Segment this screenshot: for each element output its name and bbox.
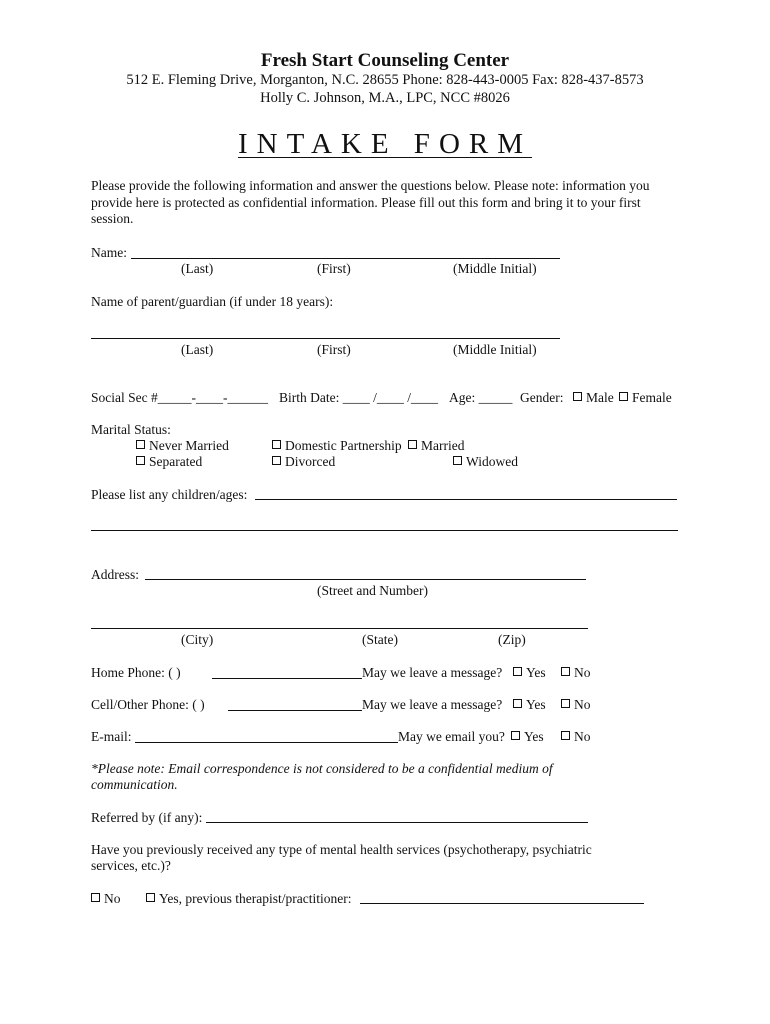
male-label: Male [586, 390, 614, 405]
guardian-last-caption: (Last) [181, 342, 214, 357]
divorced-checkbox[interactable] [272, 456, 281, 465]
gender-male-option[interactable] [573, 390, 614, 406]
cell-no-checkbox[interactable] [561, 699, 570, 708]
guardian-middle-caption: (Middle Initial) [453, 342, 537, 357]
services-no-checkbox[interactable] [91, 893, 100, 902]
marital-label: Marital Status: [91, 422, 171, 437]
cell-yes-label: Yes [526, 697, 546, 712]
name-last-caption: (Last) [181, 261, 214, 276]
state-caption: (State) [362, 632, 398, 647]
never-married-label: Never Married [149, 438, 229, 453]
services-question: Have you previously received any type of mental health services (psychotherapy, psychiatric services, etc.)? [91, 842, 592, 873]
domestic-label: Domestic Partnership [285, 438, 402, 453]
home-no-label: No [574, 665, 591, 680]
domestic-checkbox[interactable] [272, 440, 281, 449]
ssn-field[interactable]: Social Sec #_____-____-______ [91, 390, 268, 405]
cell-message-no[interactable] [561, 697, 591, 713]
org-name: Fresh Start Counseling Center [260, 50, 510, 71]
male-checkbox[interactable] [573, 392, 582, 401]
referred-label: Referred by (if any): [91, 810, 203, 825]
clinician-line: Holly C. Johnson, M.A., LPC, NCC #8026 [260, 90, 510, 106]
widowed-checkbox[interactable] [453, 456, 462, 465]
name-input-line[interactable] [131, 258, 560, 259]
children-input-line-2[interactable] [91, 530, 678, 531]
guardian-first-caption: (First) [317, 342, 351, 357]
home-phone-label: Home Phone: ( ) [91, 665, 181, 680]
email-line[interactable] [135, 742, 398, 743]
cell-message-question: May we leave a message? [362, 697, 503, 712]
gender-label: Gender: [520, 390, 564, 405]
widowed-label: Widowed [466, 454, 518, 469]
home-message-no[interactable] [561, 665, 591, 681]
never-married-option[interactable] [136, 438, 229, 454]
cell-yes-checkbox[interactable] [513, 699, 522, 708]
org-address: 512 E. Fleming Drive, Morganton, N.C. 28655 Phone: 828-443-0005 Fax: 828-437-8573 [126, 72, 644, 88]
separated-option[interactable] [136, 454, 202, 470]
never-married-checkbox[interactable] [136, 440, 145, 449]
children-label: Please list any children/ages: [91, 487, 248, 502]
domestic-partnership-option[interactable] [272, 438, 402, 454]
email-question: May we email you? [398, 729, 505, 744]
services-no-label: No [104, 891, 121, 906]
birth-date-field[interactable]: Birth Date: ____ /____ /____ [279, 390, 438, 405]
home-message-question: May we leave a message? [362, 665, 503, 680]
name-middle-caption: (Middle Initial) [453, 261, 537, 276]
email-no-checkbox[interactable] [561, 731, 570, 740]
home-no-checkbox[interactable] [561, 667, 570, 676]
address-city-line[interactable] [91, 628, 588, 629]
separated-checkbox[interactable] [136, 456, 145, 465]
gender-female-option[interactable] [619, 390, 672, 406]
intro-text: Please provide the following information and answer the questions below. Please note: information you provide here is protected as confidential information. Please fill out this form and bring it to your first session. [91, 178, 650, 226]
services-yes-option[interactable] [146, 891, 351, 907]
cell-no-label: No [574, 697, 591, 712]
email-yes-checkbox[interactable] [511, 731, 520, 740]
email-note: *Please note: Email correspondence is not considered to be a confidential medium of communication. [91, 761, 553, 792]
email-label: E-mail: [91, 729, 132, 744]
widowed-option[interactable] [453, 454, 518, 470]
female-label: Female [632, 390, 672, 405]
previous-therapist-line[interactable] [360, 903, 644, 904]
cell-phone-line[interactable] [228, 710, 362, 711]
cell-phone-label: Cell/Other Phone: ( ) [91, 697, 205, 712]
form-title: INTAKE FORM [237, 128, 533, 160]
female-checkbox[interactable] [619, 392, 628, 401]
city-caption: (City) [181, 632, 214, 647]
home-yes-checkbox[interactable] [513, 667, 522, 676]
referred-line[interactable] [206, 822, 588, 823]
email-yes[interactable] [511, 729, 544, 745]
guardian-input-line[interactable] [91, 338, 560, 339]
name-first-caption: (First) [317, 261, 351, 276]
guardian-label: Name of parent/guardian (if under 18 years): [91, 294, 334, 309]
street-caption: (Street and Number) [317, 583, 428, 598]
home-yes-label: Yes [526, 665, 546, 680]
home-message-yes[interactable] [513, 665, 546, 681]
name-label: Name: [91, 245, 127, 260]
services-yes-checkbox[interactable] [146, 893, 155, 902]
divorced-option[interactable] [272, 454, 335, 470]
divorced-label: Divorced [285, 454, 336, 469]
services-yes-label: Yes, previous therapist/practitioner: [159, 891, 352, 906]
married-label: Married [421, 438, 465, 453]
cell-message-yes[interactable] [513, 697, 546, 713]
email-no[interactable] [561, 729, 591, 745]
married-checkbox[interactable] [408, 440, 417, 449]
separated-label: Separated [149, 454, 203, 469]
married-option[interactable] [408, 438, 464, 454]
age-field[interactable]: Age: _____ [449, 390, 513, 405]
address-street-line[interactable] [145, 579, 586, 580]
address-label: Address: [91, 567, 139, 582]
services-no-option[interactable] [91, 891, 121, 907]
email-no-label: No [574, 729, 591, 744]
home-phone-line[interactable] [212, 678, 362, 679]
zip-caption: (Zip) [498, 632, 526, 647]
children-input-line-1[interactable] [255, 499, 677, 500]
email-yes-label: Yes [524, 729, 544, 744]
